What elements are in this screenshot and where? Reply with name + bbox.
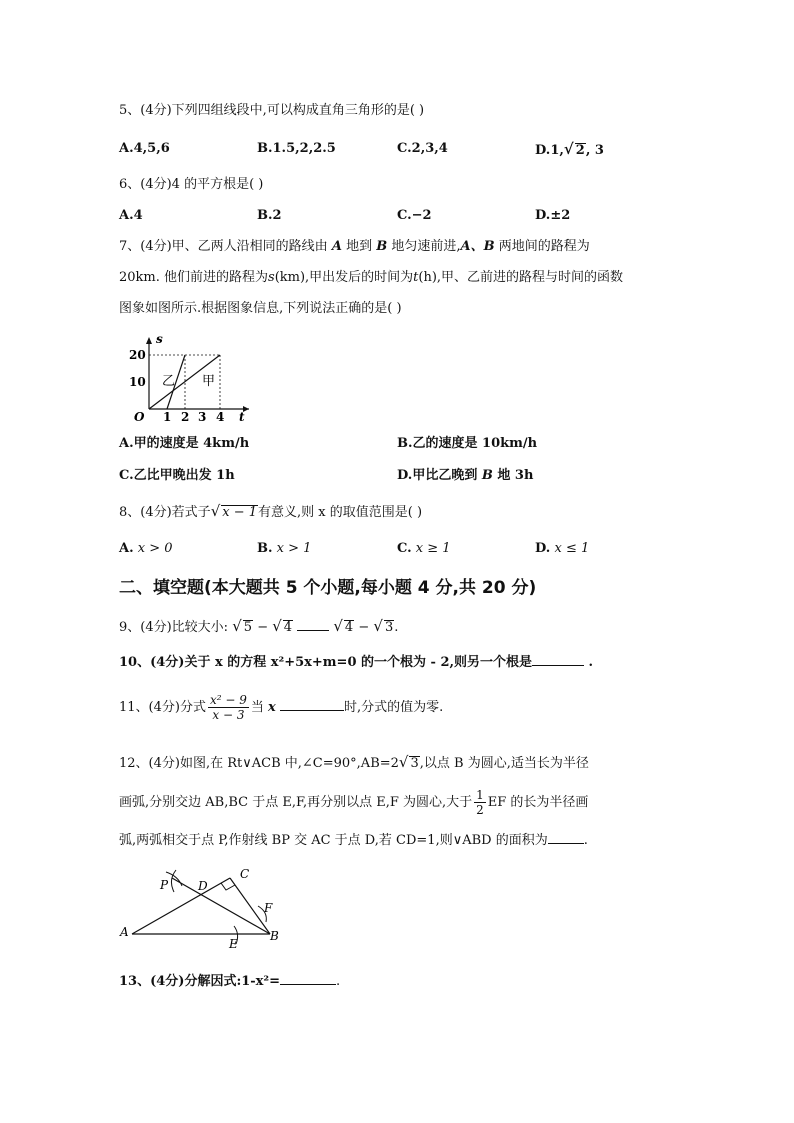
origin-label: O <box>134 410 145 424</box>
x-tick-2: 2 <box>181 410 190 424</box>
q7-option-c: C.乙比甲晚出发 1h <box>119 468 235 483</box>
q9-minus: − <box>253 620 273 635</box>
q8-option-d <box>535 539 589 559</box>
q7-text: 7、(4分)甲、乙两人沿相同的路线由 <box>119 239 328 254</box>
x-tick-1: 1 <box>163 410 172 424</box>
q8-option-a <box>119 539 173 559</box>
q10-end: . <box>584 655 594 670</box>
q12-end: . <box>583 833 588 848</box>
sqrt-sign: √ <box>563 140 574 158</box>
q6-option-d: D.±2 <box>535 208 571 223</box>
q8-stem <box>119 501 422 523</box>
q7-points-ab: A、B <box>460 239 495 254</box>
q12-triangle-figure <box>118 862 288 952</box>
q7-line2 <box>119 268 623 288</box>
sqrt-sign: √ <box>232 617 242 635</box>
ray-bp <box>172 878 270 934</box>
segment-ac <box>132 878 230 934</box>
q8-text: 8、(4分)若式子 <box>119 505 211 520</box>
q13 <box>119 972 340 992</box>
q10 <box>119 653 593 673</box>
label-f: F <box>264 901 273 915</box>
sqrt-sign: √ <box>272 617 282 635</box>
q6-option-b: B.2 <box>257 208 282 223</box>
q12-line1 <box>119 752 589 774</box>
q8-d-letter: D. <box>535 541 551 556</box>
q13-end: . <box>336 974 341 989</box>
q7-text: 地到 <box>346 239 373 254</box>
q8-option-b <box>257 539 311 559</box>
q7-line3: 图象如图所示.根据图象信息,下列说法正确的是( ) <box>119 301 402 316</box>
q12-numerator: 1 <box>476 788 484 802</box>
q9-minus: − <box>354 620 374 635</box>
q7-point-a: A <box>331 239 342 254</box>
q7-d-point-b: B <box>481 468 493 483</box>
q5-d-radicand: 2 <box>575 143 585 158</box>
q12-fraction <box>474 788 486 817</box>
q9-text: 9、(4分)比较大小: <box>119 620 229 635</box>
q5-option-b: B.1.5,2,2.5 <box>257 141 336 156</box>
label-yi: 乙 <box>162 374 176 389</box>
q12-line2 <box>119 788 588 818</box>
q9-r3: 4 <box>344 620 354 635</box>
q7-text: (h),甲、乙前进的路程与时间的函数 <box>418 270 624 285</box>
q12-text: ,以点 B 为圆心,适当长为半径 <box>419 756 589 771</box>
q6-option-a: A.4 <box>119 208 143 223</box>
right-angle-mark <box>221 883 235 890</box>
q13-answer-blank[interactable] <box>280 972 336 985</box>
q8-d-math: x ≤ 1 <box>554 541 590 556</box>
q9-answer-blank[interactable] <box>297 618 329 631</box>
q11-text: 11、(4分)分式 <box>119 700 206 715</box>
q8-b-math: x > 1 <box>276 541 312 556</box>
q8-text: 有意义,则 x 的取值范围是( ) <box>258 505 423 520</box>
q5-option-a: A.4,5,6 <box>119 141 170 156</box>
q7-point-b: B <box>376 239 388 254</box>
q11-answer-blank[interactable] <box>280 698 344 711</box>
q8-b-letter: B. <box>257 541 273 556</box>
label-p: P <box>160 878 169 892</box>
q10-answer-blank[interactable] <box>532 653 584 666</box>
q5-d-suffix: , 3 <box>585 143 604 158</box>
sqrt-sign: √ <box>373 617 383 635</box>
q12-denominator: 2 <box>476 803 484 817</box>
q12-text: 画弧,分别交边 AB,BC 于点 E,F,再分别以点 E,F 为圆心,大于 <box>119 795 473 810</box>
q7-d-text: D.甲比乙晚到 <box>397 468 478 483</box>
label-jia: 甲 <box>202 374 216 389</box>
section-heading: 二、填空题(本大题共 5 个小题,每小题 4 分,共 20 分) <box>119 578 537 598</box>
q11-text: 当 <box>250 700 264 715</box>
q6-stem: 6、(4分)4 的平方根是( ) <box>119 177 264 192</box>
q9-r1: 5 <box>243 620 253 635</box>
q9-r2: 4 <box>283 620 293 635</box>
q7-line1 <box>119 237 590 257</box>
sqrt-sign: √ <box>210 502 221 520</box>
label-b: B <box>270 929 279 943</box>
arc-p1 <box>171 870 176 892</box>
q11-var-x: x <box>268 700 276 715</box>
q11-text: 时,分式的值为零. <box>343 700 444 715</box>
q12-line3 <box>119 831 588 851</box>
label-d: D <box>198 879 208 893</box>
q11-numerator: x² − 9 <box>209 693 247 707</box>
q11-denominator: x − 3 <box>212 708 245 722</box>
q5-d-prefix: D.1, <box>535 143 564 158</box>
x-tick-3: 3 <box>198 410 207 424</box>
q8-c-letter: C. <box>397 541 412 556</box>
q7-d-text: 地 3h <box>497 468 534 483</box>
q9 <box>119 616 398 638</box>
y-axis-arrow <box>146 337 152 344</box>
q8-radicand: x − 1 <box>222 505 258 520</box>
y-axis-label: s <box>156 335 163 346</box>
q8-option-c <box>397 539 451 559</box>
q7-var-t: t <box>413 270 419 285</box>
q12-text: 12、(4分)如图,在 Rt∨ACB 中,∠C=90°,AB=2 <box>119 756 399 771</box>
q8-c-math: x ≥ 1 <box>415 541 451 556</box>
x-axis-label: t <box>239 410 245 424</box>
q5-option-d <box>535 139 604 161</box>
y-tick-10: 10 <box>129 375 146 389</box>
q8-a-math: x > 0 <box>137 541 173 556</box>
sqrt-sign: √ <box>398 753 409 771</box>
q7-var-s: s <box>268 270 275 285</box>
q7-text: 20km. 他们前进的路程为 <box>119 270 269 285</box>
q7-text: (km),甲出发后的时间为 <box>274 270 414 285</box>
label-a: A <box>120 925 129 939</box>
q11-fraction <box>208 693 249 722</box>
label-c: C <box>240 867 250 881</box>
q7-distance-time-graph <box>125 335 255 425</box>
q10-text: 10、(4分)关于 x 的方程 x²+5x+m=0 的一个根为 - 2,则另一个根是 <box>119 655 533 670</box>
q8-a-letter: A. <box>119 541 134 556</box>
q7-option-b: B.乙的速度是 10km/h <box>397 436 538 451</box>
q5-option-c: C.2,3,4 <box>397 141 448 156</box>
q13-text: 13、(4分)分解因式:1-x²= <box>119 974 281 989</box>
q12-radicand: 3 <box>410 756 419 771</box>
q7-option-a: A.甲的速度是 4km/h <box>119 436 250 451</box>
q7-option-d <box>397 466 533 486</box>
q7-text: 两地间的路程为 <box>498 239 590 254</box>
q12-text: EF 的长为半径画 <box>487 795 589 810</box>
sqrt-sign: √ <box>333 617 343 635</box>
q6-option-c: C.−2 <box>397 208 432 223</box>
q9-r4: 3 <box>384 620 394 635</box>
label-e: E <box>229 937 238 951</box>
q7-text: 地匀速前进, <box>391 239 461 254</box>
q12-text: 弧,两弧相交于点 P,作射线 BP 交 AC 于点 D,若 CD=1,则∨ABD 的面积为 <box>119 833 548 848</box>
q5-stem: 5、(4分)下列四组线段中,可以构成直角三角形的是( ) <box>119 103 425 118</box>
q9-end: . <box>394 620 399 635</box>
x-tick-4: 4 <box>216 410 225 424</box>
q12-answer-blank[interactable] <box>548 831 584 844</box>
y-tick-20: 20 <box>129 348 146 362</box>
q11 <box>119 693 443 723</box>
